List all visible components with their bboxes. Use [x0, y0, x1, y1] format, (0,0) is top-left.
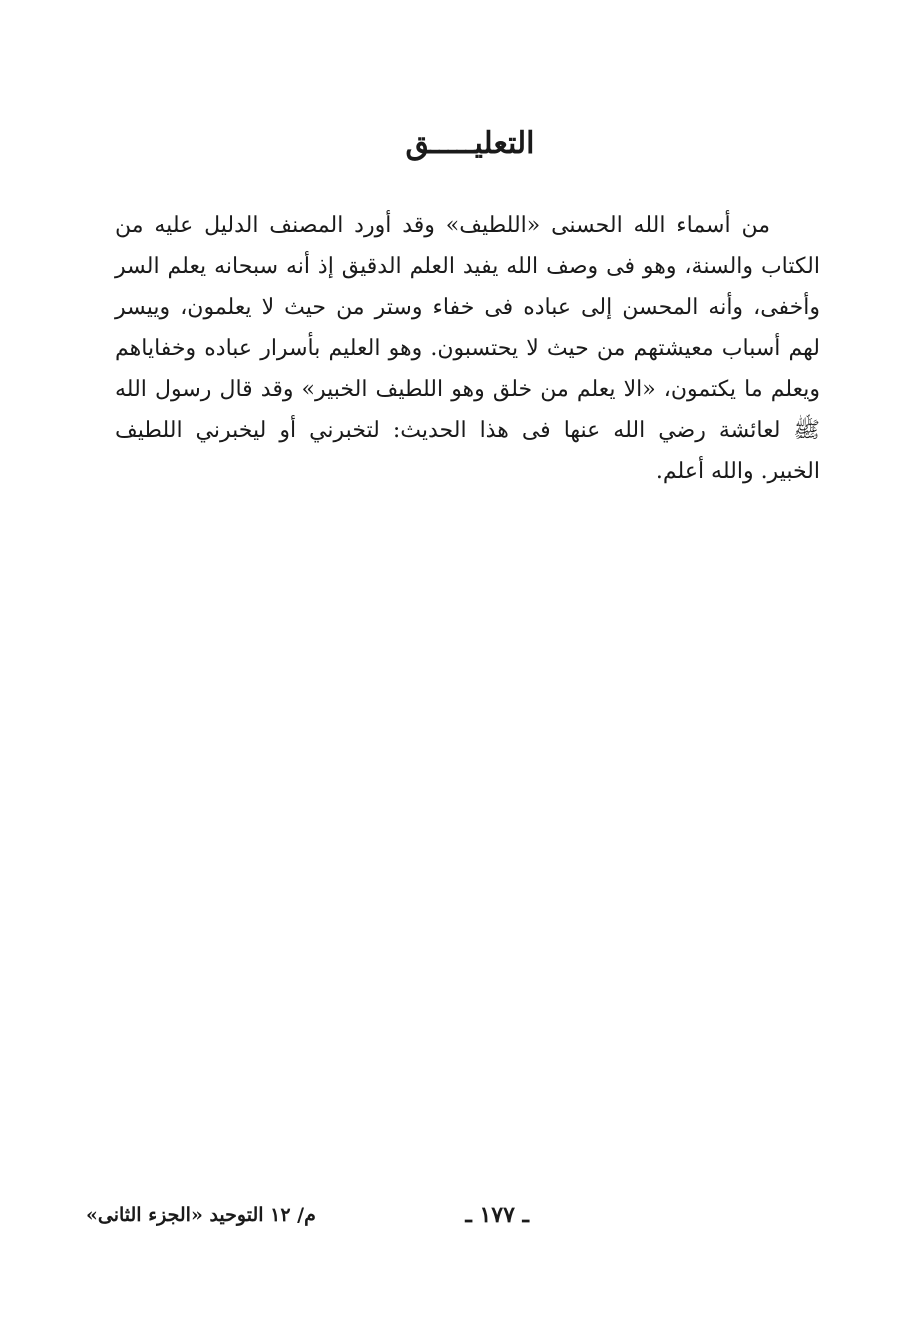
commentary-paragraph: من أسماء الله الحسنى «اللطيف» وقد أورد المصنف الدليل عليه من الكتاب والسنة، وهو فى وصف الله يفيد العلم الدقيق إذ أنه سبحانه يعلم السر وأخفى، وأنه المحسن إلى عباده فى خفاء وستر من حيث لا يعلمون، وييسر لهم أسباب معيشتهم من حيث لا يحتسبون. وهو العليم بأسرار عباده وخفاياهم ويعلم ما يكتمون، «الا يعلم من خلق وهو اللطيف الخبير» وقد قال رسول الله ﷺ لعائشة رضي الله عنها فى هذا الحديث: لتخبرني أو ليخبرني اللطيف الخبير. والله أعلم.	[115, 213, 820, 484]
page-footer	[0, 1198, 924, 1238]
book-signature: م/ ١٢ التوحيد «الجزء الثانى»	[86, 1204, 316, 1226]
section-heading: التعليـــــق	[405, 126, 535, 161]
page-number: ـ ١٧٧ ـ	[465, 1202, 529, 1228]
